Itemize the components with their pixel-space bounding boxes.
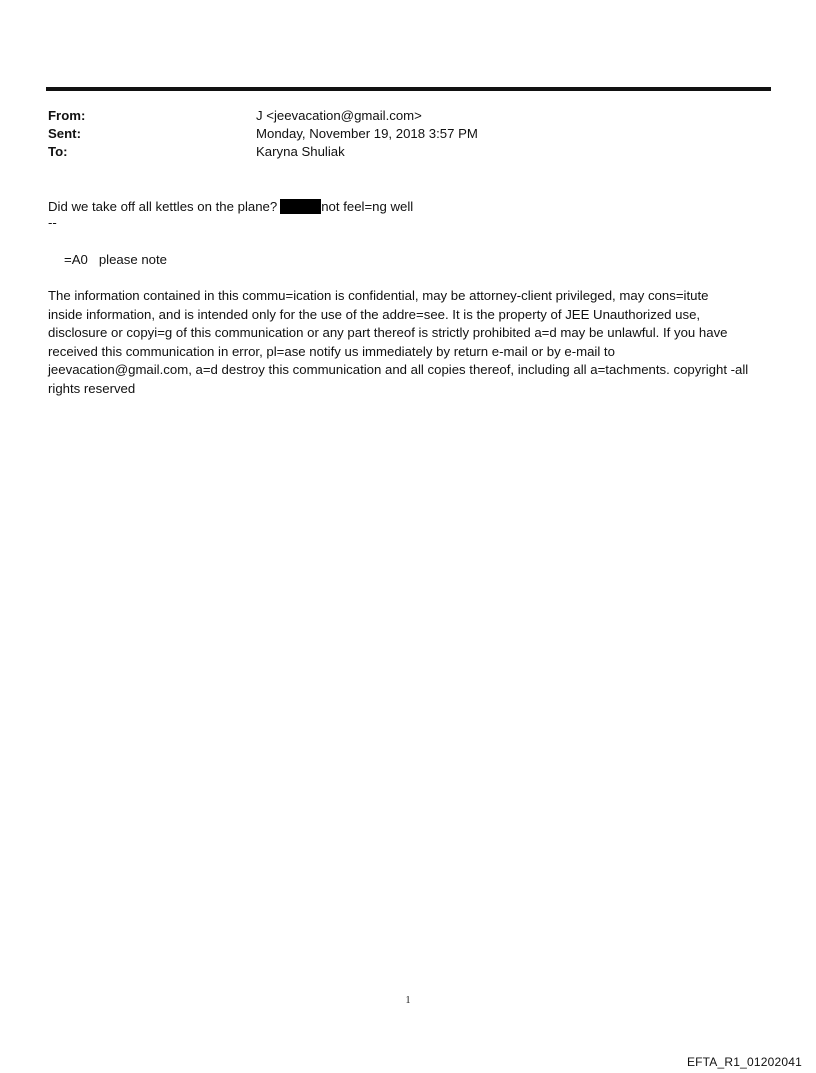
message-line xyxy=(48,198,413,216)
disclaimer-line: rights reserved xyxy=(48,380,136,396)
from-value: J <jeevacation@gmail.com> xyxy=(256,108,422,123)
disclaimer-line: disclosure or copyi=g of this communication or any part thereof is strictly prohibited a=d may be unlawful. If you have xyxy=(48,325,728,341)
disclaimer-line: received this communication in error, pl=ase notify us immediately by return e-mail or by e-mail to xyxy=(48,343,615,359)
message-text-part1: Did we take off all kettles on the plane? xyxy=(48,199,278,214)
sent-label: Sent: xyxy=(48,126,81,141)
confidentiality-disclaimer xyxy=(48,287,776,399)
to-label: To: xyxy=(48,144,68,159)
disclaimer-line: inside information, and is intended only for the use of the addre=see. It is the property of JEE Unauthorized use, xyxy=(48,306,701,322)
to-value: Karyna Shuliak xyxy=(256,144,345,159)
from-label: From: xyxy=(48,108,86,123)
disclaimer-line: jeevacation@gmail.com, a=d destroy this communication and all copies thereof, including all a=tachments. copyright -all xyxy=(48,362,749,378)
note-line: =A0 please note xyxy=(64,252,168,267)
page-number: 1 xyxy=(405,995,411,1006)
signature-dashes: -- xyxy=(48,215,57,230)
document-id: EFTA_R1_01202041 xyxy=(686,1055,802,1069)
sent-value: Monday, November 19, 2018 3:57 PM xyxy=(256,126,478,141)
header-divider xyxy=(46,87,771,91)
redaction-block xyxy=(280,199,321,214)
message-text-part2: not feel=ng well xyxy=(321,199,414,214)
disclaimer-line: The information contained in this commu=ication is confidential, may be attorney-client privileged, may cons=itute xyxy=(48,288,709,303)
